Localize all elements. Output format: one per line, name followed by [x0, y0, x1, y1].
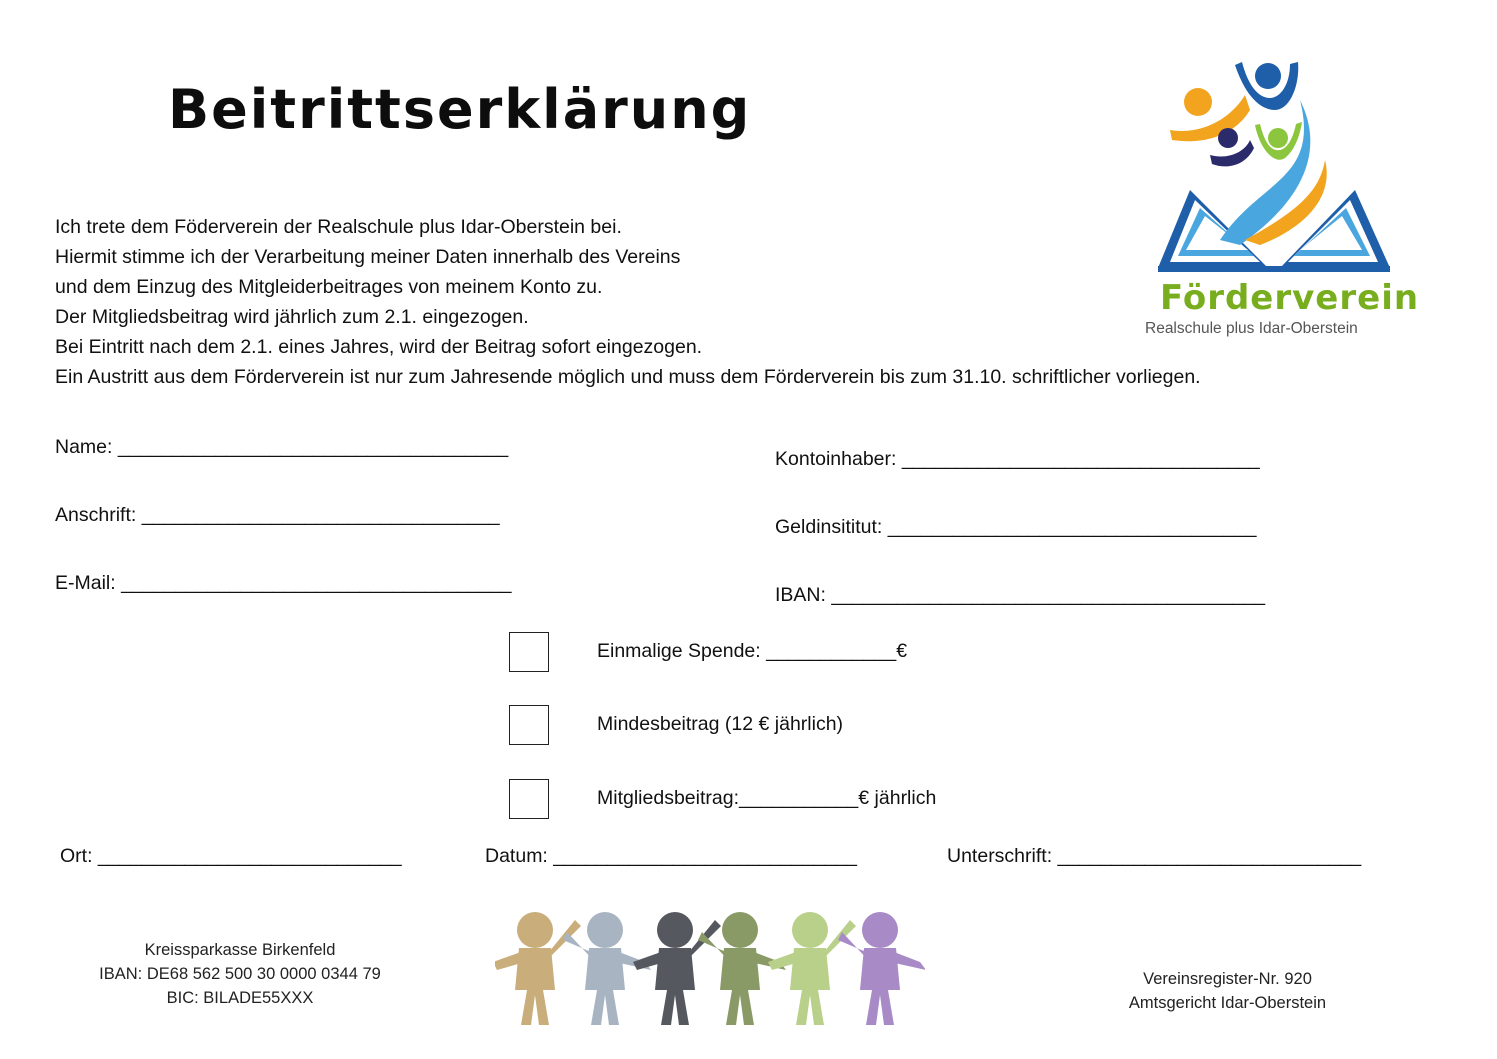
bank-iban: IBAN: DE68 562 500 30 0000 0344 79 — [99, 965, 381, 983]
intro-text — [55, 212, 1201, 392]
logo-subtitle: Realschule plus Idar-Oberstein — [1145, 320, 1358, 337]
kontoinhaber-field[interactable]: Kontoinhaber: _________________________________ — [775, 448, 1260, 470]
geldinstitut-field[interactable]: Geldinsititut: __________________________________ — [775, 516, 1257, 538]
anschrift-field[interactable]: Anschrift: _________________________________ — [55, 504, 500, 526]
ort-field[interactable]: Ort: ____________________________ — [60, 845, 402, 867]
child-silhouette — [495, 912, 581, 1025]
bank-name: Kreissparkasse Birkenfeld — [144, 941, 336, 959]
page-title: Beitrittserklärung — [168, 78, 752, 141]
bank-bic: BIC: BILADE55XXX — [166, 989, 314, 1007]
children-silhouettes — [495, 900, 925, 1035]
registry-court: Amtsgericht Idar-Oberstein — [1128, 994, 1327, 1012]
intro-line: und dem Einzug des Mitgleiderbeitrages von meinem Konto zu. — [55, 276, 603, 298]
mitgliedsbeitrag-checkbox[interactable] — [509, 779, 549, 819]
einmalige-spende-checkbox[interactable] — [509, 632, 549, 672]
registry-number: Vereinsregister-Nr. 920 — [1143, 970, 1312, 988]
intro-line: Ein Austritt aus dem Förderverein ist nur zum Jahresende möglich und muss dem Förderverein bis zum 31.10. schriftlicher vorliegen. — [55, 366, 1201, 388]
intro-line: Ich trete dem Föderverein der Realschule plus Idar-Oberstein bei. — [55, 216, 622, 238]
foerderverein-logo — [1150, 40, 1400, 280]
iban-field[interactable]: IBAN: ________________________________________ — [775, 584, 1266, 606]
intro-line: Bei Eintritt nach dem 2.1. eines Jahres, wird der Beitrag sofort eingezogen. — [55, 336, 703, 358]
intro-line: Der Mitgliedsbeitrag wird jährlich zum 2.1. eingezogen. — [55, 306, 529, 328]
logo-title: Förderverein — [1160, 278, 1420, 318]
registry-info — [1095, 967, 1360, 1015]
name-field[interactable]: Name: ____________________________________ — [55, 436, 509, 458]
email-field[interactable]: E-Mail: ____________________________________ — [55, 572, 512, 594]
unterschrift-field[interactable]: Unterschrift: ____________________________ — [947, 845, 1362, 867]
mindestbeitrag-checkbox[interactable] — [509, 705, 549, 745]
datum-field[interactable]: Datum: ____________________________ — [485, 845, 857, 867]
intro-line: Hiermit stimme ich der Verarbeitung meiner Daten innerhalb des Vereins — [55, 246, 681, 268]
mindestbeitrag-label: Mindesbeitrag (12 € jährlich) — [597, 713, 844, 735]
einmalige-spende-label: Einmalige Spende: ____________€ — [597, 640, 908, 662]
mitgliedsbeitrag-label: Mitgliedsbeitrag:___________€ jährlich — [597, 787, 937, 809]
bank-info — [60, 938, 420, 1010]
